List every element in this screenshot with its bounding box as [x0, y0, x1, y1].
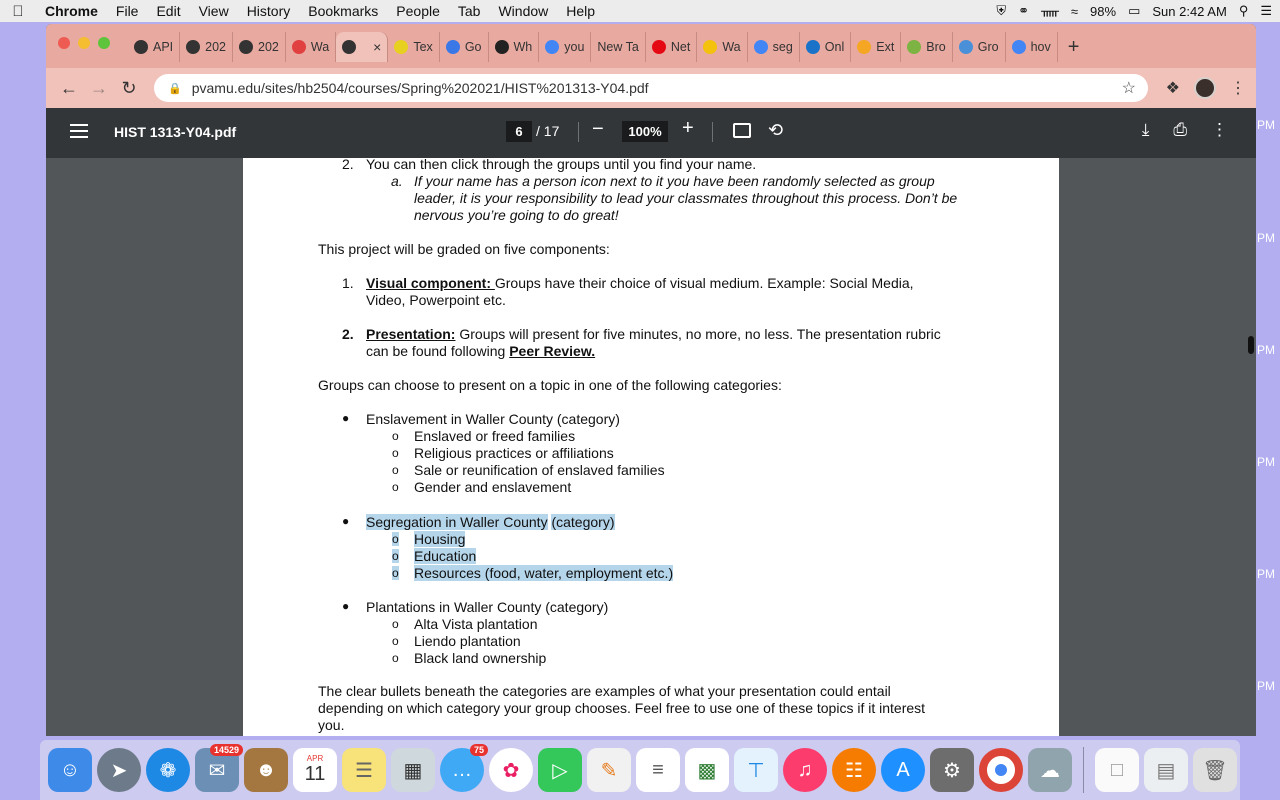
list-letter: a.	[391, 173, 403, 189]
component-text: can be found following	[366, 343, 510, 359]
app-store-icon[interactable]: A	[881, 748, 925, 792]
hollow-bullet-icon: o	[392, 429, 399, 443]
component-title: Visual component:	[366, 275, 495, 291]
messages-icon[interactable]: … 75	[440, 748, 484, 792]
hollow-bullet-icon: o	[392, 532, 399, 546]
background-label: PM	[1257, 343, 1275, 357]
calendar-day: 11	[304, 763, 326, 785]
browser-tab[interactable]	[748, 32, 800, 62]
browser-tab[interactable]	[440, 32, 489, 62]
tab-label: API	[153, 40, 174, 54]
calendar-icon[interactable]	[293, 748, 337, 792]
subtopic-item: Housing	[414, 531, 466, 547]
creative-cloud-icon[interactable]: ⚭	[1018, 3, 1030, 18]
bullet-icon: ●	[342, 599, 350, 613]
doc-text: You can then click through the groups until you find your name.	[366, 158, 757, 172]
contacts-icon[interactable]: ☻	[244, 748, 288, 792]
page-number-input[interactable]: 6	[506, 121, 532, 142]
zoom-level-input[interactable]: 100%	[622, 121, 668, 142]
browser-tab[interactable]	[1006, 32, 1058, 62]
trash-icon[interactable]: 🗑	[1193, 748, 1237, 792]
globe-icon	[134, 40, 148, 54]
browser-tab[interactable]	[286, 32, 336, 62]
browser-tab[interactable]	[489, 32, 540, 62]
subtopic-item: Resources (food, water, employment etc.)	[414, 565, 674, 581]
spark-icon	[857, 40, 871, 54]
ring-icon	[292, 40, 306, 54]
background-label: PM	[1257, 231, 1275, 245]
hollow-bullet-icon: o	[392, 634, 399, 648]
menu-bookmarks[interactable]: Bookmarks	[308, 3, 379, 19]
address-bar[interactable]	[154, 74, 1148, 102]
music-icon[interactable]: ♫	[783, 748, 827, 792]
notification-center-icon[interactable]: ☰	[1260, 3, 1272, 18]
keynote-icon[interactable]: ⊤	[734, 748, 778, 792]
pdf-filename: HIST 1313-Y04.pdf	[114, 124, 237, 140]
forward-icon[interactable]: →	[90, 77, 108, 98]
tab-strip	[46, 24, 1256, 68]
new-tab-button[interactable]: +	[1067, 35, 1080, 58]
browser-tab[interactable]	[180, 32, 233, 62]
tab-label: Wa	[722, 40, 741, 54]
bars-icon	[907, 40, 921, 54]
chrome-icon[interactable]	[979, 748, 1023, 792]
books-icon[interactable]: ☷	[832, 748, 876, 792]
back-icon[interactable]: ←	[60, 77, 78, 98]
bolt-icon	[394, 40, 408, 54]
battery-percent[interactable]: 98%	[1090, 3, 1117, 19]
m-icon	[495, 40, 509, 54]
subtopic-item: Enslaved or freed families	[414, 428, 576, 444]
zoom-in-icon[interactable]: +	[682, 117, 694, 139]
browser-tab[interactable]	[851, 32, 901, 62]
numbers-icon[interactable]: ▩	[685, 748, 729, 792]
doc-text: Video, Powerpoint etc.	[366, 292, 506, 308]
pdf-toolbar	[46, 108, 1256, 158]
doc-text: If your name has a person icon next to it you have been randomly selected as group	[414, 173, 935, 189]
tab-label: you	[564, 40, 585, 54]
google-icon	[545, 40, 559, 54]
scrollbar-thumb[interactable]	[1248, 336, 1254, 354]
system-preferences-icon[interactable]: ⚙	[930, 748, 974, 792]
notes-icon[interactable]: ☰	[342, 748, 386, 792]
tab-label: Bro	[926, 40, 946, 54]
tab-label: New Ta	[597, 40, 639, 54]
print-icon[interactable]: ⎙	[1173, 120, 1187, 139]
menu-file[interactable]: File	[115, 3, 139, 19]
doc-paragraph: depending on which category your group chooses. Feel free to use one of these topics if it interest	[318, 700, 926, 716]
tab-label: Tex	[413, 40, 433, 54]
tab-label: Gro	[977, 40, 999, 54]
pages-icon[interactable]: ✎	[587, 748, 631, 792]
browser-tab[interactable]	[953, 32, 1006, 62]
preview-icon[interactable]: ▦	[391, 748, 435, 792]
finder-icon[interactable]: ☺	[48, 748, 92, 792]
category-heading	[366, 514, 615, 530]
dock-separator	[1083, 747, 1084, 793]
extensions-puzzle-icon[interactable]: ❖	[1165, 80, 1180, 97]
browser-tab[interactable]	[591, 32, 645, 62]
menu-help[interactable]: Help	[566, 3, 596, 19]
minimize-window-button[interactable]	[78, 37, 90, 49]
fit-to-page-icon[interactable]	[733, 123, 751, 138]
netflix-icon	[652, 40, 666, 54]
menu-window[interactable]: Window	[498, 3, 549, 19]
tab-label: 202	[258, 40, 279, 54]
pdf-page	[243, 158, 1059, 736]
subtopic-item: Sale or reunification of enslaved families	[414, 462, 665, 478]
doc-paragraph: The clear bullets beneath the categories are examples of what your presentation could entail	[318, 683, 891, 699]
tab-label: Wh	[513, 40, 533, 54]
globe-icon	[342, 40, 356, 54]
macos-dock	[40, 740, 1240, 800]
browser-tab[interactable]	[901, 32, 952, 62]
chrome-menu-icon[interactable]: ⋮	[1230, 80, 1246, 97]
tab-label: hov	[1030, 40, 1051, 54]
image-capture-icon[interactable]: ☁	[1028, 748, 1072, 792]
component-text: Groups will present for five minutes, no more, no less. The presentation rubric	[455, 326, 941, 342]
doc-text: nervous you’re going to do great!	[414, 207, 619, 223]
facetime-icon[interactable]: ▷	[538, 748, 582, 792]
tab-label: Onl	[824, 40, 845, 54]
browser-tab[interactable]	[800, 32, 851, 62]
menu-view[interactable]: View	[198, 3, 229, 19]
google-icon	[754, 40, 768, 54]
globe-icon	[239, 40, 253, 54]
url-text[interactable]: pvamu.edu/sites/hb2504/courses/Spring%202021/HIST%201313-Y04.pdf	[191, 80, 649, 96]
browser-tab[interactable]	[233, 32, 286, 62]
chrome-window	[46, 24, 1256, 736]
hollow-bullet-icon: o	[392, 549, 399, 563]
macos-menu-bar	[0, 0, 1280, 22]
subtopic-item: Education	[414, 548, 477, 564]
pdf-viewer[interactable]	[46, 158, 1256, 736]
close-window-button[interactable]	[58, 37, 70, 49]
photos-icon[interactable]: ✿	[489, 748, 533, 792]
component-title: Presentation:	[366, 326, 456, 342]
component-text: Groups have their choice of visual medium. Example: Social Media,	[494, 275, 914, 291]
toolbar-divider	[578, 122, 579, 142]
lock-icon[interactable]: 🔒	[168, 82, 182, 95]
highlighted-text: (category)	[551, 514, 615, 530]
doc-text	[366, 326, 941, 342]
background-label: PM	[1257, 118, 1275, 132]
background-label: PM	[1257, 679, 1275, 693]
subtopic-item: Black land ownership	[414, 650, 547, 666]
subtopic-item: Religious practices or affiliations	[414, 445, 614, 461]
tab-label: seg	[772, 40, 793, 54]
hollow-bullet-icon: o	[392, 566, 399, 580]
background-label: PM	[1257, 455, 1275, 469]
toolbar-divider	[712, 122, 713, 142]
hollow-bullet-icon: o	[392, 480, 399, 494]
menu-tab[interactable]: Tab	[457, 3, 481, 19]
browser-tab[interactable]	[646, 32, 697, 62]
tab-label: 202	[205, 40, 227, 54]
profile-avatar[interactable]	[1194, 77, 1216, 99]
spotlight-search-icon[interactable]: ⚲	[1238, 3, 1249, 18]
background-label: PM	[1257, 567, 1275, 581]
page-total: / 17	[536, 123, 560, 139]
hollow-bullet-icon: o	[392, 617, 399, 631]
globe-icon	[186, 40, 200, 54]
bluetooth-icon[interactable]: ᚅ	[1041, 3, 1059, 18]
browser-tab[interactable]	[388, 32, 439, 62]
battery-icon[interactable]: ▭	[1128, 3, 1141, 18]
bullet-icon: ●	[342, 514, 350, 528]
menu-history[interactable]: History	[246, 3, 291, 19]
more-options-icon[interactable]: ⋮	[1211, 120, 1228, 139]
tabs	[128, 32, 1079, 62]
apple-icon[interactable]	[0, 3, 36, 20]
wifi-icon[interactable]: ≈	[1070, 3, 1079, 19]
tab-label: Ext	[876, 40, 895, 54]
tab-label: Go	[464, 40, 482, 54]
tab-label: Wa	[310, 40, 330, 54]
rotate-icon[interactable]: ⟲	[768, 120, 784, 140]
messages-badge: 75	[470, 744, 488, 756]
zoom-window-button[interactable]	[98, 37, 110, 49]
category-heading: Enslavement in Waller County (category)	[366, 411, 620, 427]
downloads-stack-icon[interactable]: ▤	[1144, 748, 1188, 792]
list-number: 1.	[342, 275, 354, 291]
mail-badge: 14529	[210, 744, 243, 756]
doc-paragraph: you.	[318, 717, 345, 733]
menu-chrome[interactable]: Chrome	[45, 3, 98, 19]
doc-paragraph: This project will be graded on five components:	[318, 241, 610, 257]
doc-paragraph: Groups can choose to present on a topic in one of the following categories:	[318, 377, 782, 393]
walmart-icon	[806, 40, 820, 54]
tab-label: Net	[670, 40, 691, 54]
browser-tab[interactable]	[697, 32, 747, 62]
launchpad-icon[interactable]: ➤	[97, 748, 141, 792]
calendar-month: APR	[306, 754, 324, 763]
reminders-icon[interactable]: ≡	[636, 748, 680, 792]
browser-tab[interactable]	[128, 32, 180, 62]
browser-toolbar	[46, 68, 1256, 108]
highlighted-text: Segregation in Waller County	[366, 514, 548, 530]
bookmark-star-icon[interactable]: ☆	[1121, 80, 1136, 97]
google-icon	[1012, 40, 1026, 54]
safari-icon[interactable]: ❁	[146, 748, 190, 792]
shield-status-icon[interactable]: ⛨	[996, 3, 1007, 18]
hollow-bullet-icon: o	[392, 463, 399, 477]
close-tab-icon[interactable]: ×	[373, 39, 382, 55]
download-icon[interactable]: ⤓	[1141, 120, 1150, 139]
mail-icon[interactable]: ✉ 14529	[195, 748, 239, 792]
browser-tab[interactable]	[539, 32, 591, 62]
hollow-bullet-icon: o	[392, 446, 399, 460]
slides-icon	[703, 40, 717, 54]
docs-icon	[446, 40, 460, 54]
zoom-out-icon[interactable]: −	[592, 118, 604, 140]
doc-text	[366, 275, 914, 291]
menu-edit[interactable]: Edit	[156, 3, 181, 19]
doc-text	[366, 343, 595, 359]
subtopic-item: Liendo plantation	[414, 633, 521, 649]
hollow-bullet-icon: o	[392, 651, 399, 665]
subtopic-item: Gender and enslavement	[414, 479, 572, 495]
sidebar-menu-icon[interactable]	[70, 124, 88, 138]
list-number: 2.	[342, 326, 354, 342]
shield-icon	[959, 40, 973, 54]
tab-active[interactable]	[336, 32, 388, 62]
reload-icon[interactable]: ↻	[121, 77, 137, 98]
subtopic-item: Alta Vista plantation	[414, 616, 538, 632]
peer-review-link[interactable]: Peer Review.	[509, 343, 596, 359]
clock[interactable]: Sun 2:42 AM	[1152, 3, 1227, 19]
bullet-icon: ●	[342, 411, 350, 425]
document-icon[interactable]: □	[1095, 748, 1139, 792]
list-number: 2.	[342, 158, 354, 172]
category-heading: Plantations in Waller County (category)	[366, 599, 609, 615]
doc-text: leader, it is your responsibility to lead your classmates throughout this process. Don’t be	[414, 190, 958, 206]
menu-people[interactable]: People	[396, 3, 440, 19]
